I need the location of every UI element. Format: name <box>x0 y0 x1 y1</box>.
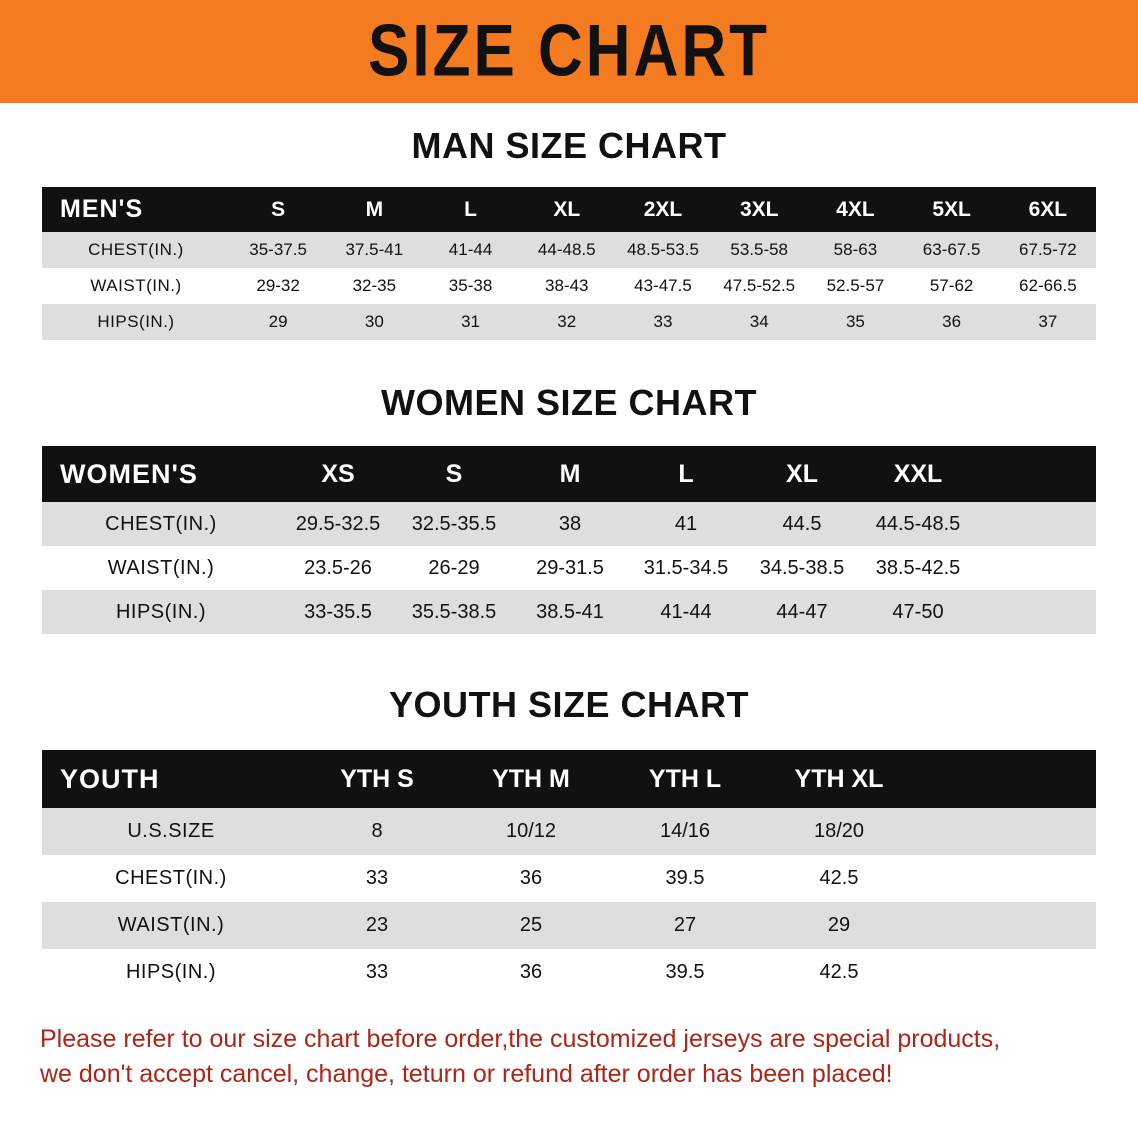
table-cell: 42.5 <box>762 949 916 996</box>
table-cell: 32-35 <box>326 268 422 304</box>
table-cell: 58-63 <box>807 232 903 268</box>
table-cell: 48.5-53.5 <box>615 232 711 268</box>
table-cell: 41-44 <box>628 590 744 634</box>
table-cell: 38 <box>512 502 628 546</box>
column-header: XL <box>744 446 860 502</box>
row-label: HIPS(IN.) <box>42 949 300 996</box>
table-cell: 29 <box>230 304 326 340</box>
table-cell: 38.5-41 <box>512 590 628 634</box>
man-section-title: MAN SIZE CHART <box>411 125 727 166</box>
row-label: U.S.SIZE <box>42 808 300 855</box>
column-header: MEN'S <box>42 187 230 232</box>
column-header: YOUTH <box>42 750 300 808</box>
table-cell: 30 <box>326 304 422 340</box>
table-cell: 39.5 <box>608 949 762 996</box>
table-cell: 33 <box>300 855 454 902</box>
table-cell: 31 <box>422 304 518 340</box>
man-table-wrap <box>42 187 1096 340</box>
table-header-row <box>42 446 1096 502</box>
row-label: HIPS(IN.) <box>42 590 280 634</box>
women-table-wrap <box>42 446 1096 634</box>
row-label: WAIST(IN.) <box>42 902 300 949</box>
table-cell: 23 <box>300 902 454 949</box>
row-label: WAIST(IN.) <box>42 546 280 590</box>
youth-section-title: YOUTH SIZE CHART <box>388 684 749 725</box>
table-cell-spacer <box>976 502 1096 546</box>
table-row <box>42 902 1096 949</box>
table-cell: 41 <box>628 502 744 546</box>
table-cell: 18/20 <box>762 808 916 855</box>
table-cell: 62-66.5 <box>1000 268 1096 304</box>
table-row <box>42 590 1096 634</box>
table-row <box>42 232 1096 268</box>
table-cell: 23.5-26 <box>280 546 396 590</box>
table-row <box>42 949 1096 996</box>
table-cell: 41-44 <box>422 232 518 268</box>
table-cell: 37 <box>1000 304 1096 340</box>
youth-table-wrap <box>42 750 1096 996</box>
table-cell: 52.5-57 <box>807 268 903 304</box>
women-section-title: WOMEN SIZE CHART <box>381 382 757 423</box>
table-cell: 44.5-48.5 <box>860 502 976 546</box>
table-cell: 33-35.5 <box>280 590 396 634</box>
table-header-row <box>42 750 1096 808</box>
table-cell-spacer <box>916 902 1096 949</box>
table-cell: 38.5-42.5 <box>860 546 976 590</box>
column-header: L <box>422 187 518 232</box>
table-cell: 35-37.5 <box>230 232 326 268</box>
column-header: YTH S <box>300 750 454 808</box>
table-cell: 27 <box>608 902 762 949</box>
column-header: S <box>230 187 326 232</box>
table-cell: 44-47 <box>744 590 860 634</box>
table-cell: 47.5-52.5 <box>711 268 807 304</box>
table-row <box>42 855 1096 902</box>
table-cell: 63-67.5 <box>904 232 1000 268</box>
table-header-row <box>42 187 1096 232</box>
row-label: CHEST(IN.) <box>42 232 230 268</box>
table-cell: 38-43 <box>519 268 615 304</box>
column-header: XL <box>519 187 615 232</box>
table-cell: 36 <box>454 855 608 902</box>
table-cell: 36 <box>904 304 1000 340</box>
column-header: M <box>326 187 422 232</box>
banner <box>0 0 1138 103</box>
page-title: SIZE CHART <box>368 10 770 92</box>
table-cell-spacer <box>976 590 1096 634</box>
row-label: CHEST(IN.) <box>42 502 280 546</box>
table-cell: 42.5 <box>762 855 916 902</box>
column-header: 2XL <box>615 187 711 232</box>
table-cell-spacer <box>976 546 1096 590</box>
column-header: 4XL <box>807 187 903 232</box>
column-header: S <box>396 446 512 502</box>
table-cell: 14/16 <box>608 808 762 855</box>
table-cell: 43-47.5 <box>615 268 711 304</box>
table-cell: 32 <box>519 304 615 340</box>
column-header: 6XL <box>1000 187 1096 232</box>
table-cell: 33 <box>615 304 711 340</box>
column-header: L <box>628 446 744 502</box>
table-cell: 25 <box>454 902 608 949</box>
table-row <box>42 808 1096 855</box>
column-header: M <box>512 446 628 502</box>
column-header: YTH M <box>454 750 608 808</box>
table-cell: 33 <box>300 949 454 996</box>
column-header: WOMEN'S <box>42 446 280 502</box>
women-size-table <box>42 446 1096 634</box>
table-cell: 39.5 <box>608 855 762 902</box>
column-header: 3XL <box>711 187 807 232</box>
table-cell: 57-62 <box>904 268 1000 304</box>
table-cell: 35 <box>807 304 903 340</box>
table-cell: 29 <box>762 902 916 949</box>
table-cell: 8 <box>300 808 454 855</box>
column-header: YTH L <box>608 750 762 808</box>
table-row <box>42 502 1096 546</box>
table-cell: 44.5 <box>744 502 860 546</box>
table-cell: 35.5-38.5 <box>396 590 512 634</box>
table-cell-spacer <box>916 808 1096 855</box>
table-cell: 53.5-58 <box>711 232 807 268</box>
row-label: WAIST(IN.) <box>42 268 230 304</box>
table-cell: 34.5-38.5 <box>744 546 860 590</box>
row-label: HIPS(IN.) <box>42 304 230 340</box>
table-cell: 29.5-32.5 <box>280 502 396 546</box>
column-header: XXL <box>860 446 976 502</box>
table-cell: 34 <box>711 304 807 340</box>
disclaimer-line-1: Please refer to our size chart before order,the customized jerseys are special products, <box>40 1025 1001 1053</box>
column-header: XS <box>280 446 396 502</box>
table-cell: 47-50 <box>860 590 976 634</box>
table-cell: 67.5-72 <box>1000 232 1096 268</box>
youth-size-table <box>42 750 1096 996</box>
table-cell: 36 <box>454 949 608 996</box>
column-header: YTH XL <box>762 750 916 808</box>
table-row <box>42 546 1096 590</box>
table-cell: 37.5-41 <box>326 232 422 268</box>
man-size-table <box>42 187 1096 340</box>
table-cell: 29-31.5 <box>512 546 628 590</box>
table-cell: 32.5-35.5 <box>396 502 512 546</box>
column-header: 5XL <box>904 187 1000 232</box>
disclaimer-line-2: we don't accept cancel, change, teturn or refund after order has been placed! <box>40 1059 893 1088</box>
table-cell: 26-29 <box>396 546 512 590</box>
table-cell-spacer <box>916 855 1096 902</box>
column-header-spacer <box>976 446 1096 502</box>
row-label: CHEST(IN.) <box>42 855 300 902</box>
table-cell: 29-32 <box>230 268 326 304</box>
table-row <box>42 304 1096 340</box>
table-cell: 35-38 <box>422 268 518 304</box>
table-cell: 31.5-34.5 <box>628 546 744 590</box>
column-header-spacer <box>916 750 1096 808</box>
table-row <box>42 268 1096 304</box>
table-cell: 10/12 <box>454 808 608 855</box>
table-cell: 44-48.5 <box>519 232 615 268</box>
disclaimer-note <box>40 1022 1098 1091</box>
table-cell-spacer <box>916 949 1096 996</box>
